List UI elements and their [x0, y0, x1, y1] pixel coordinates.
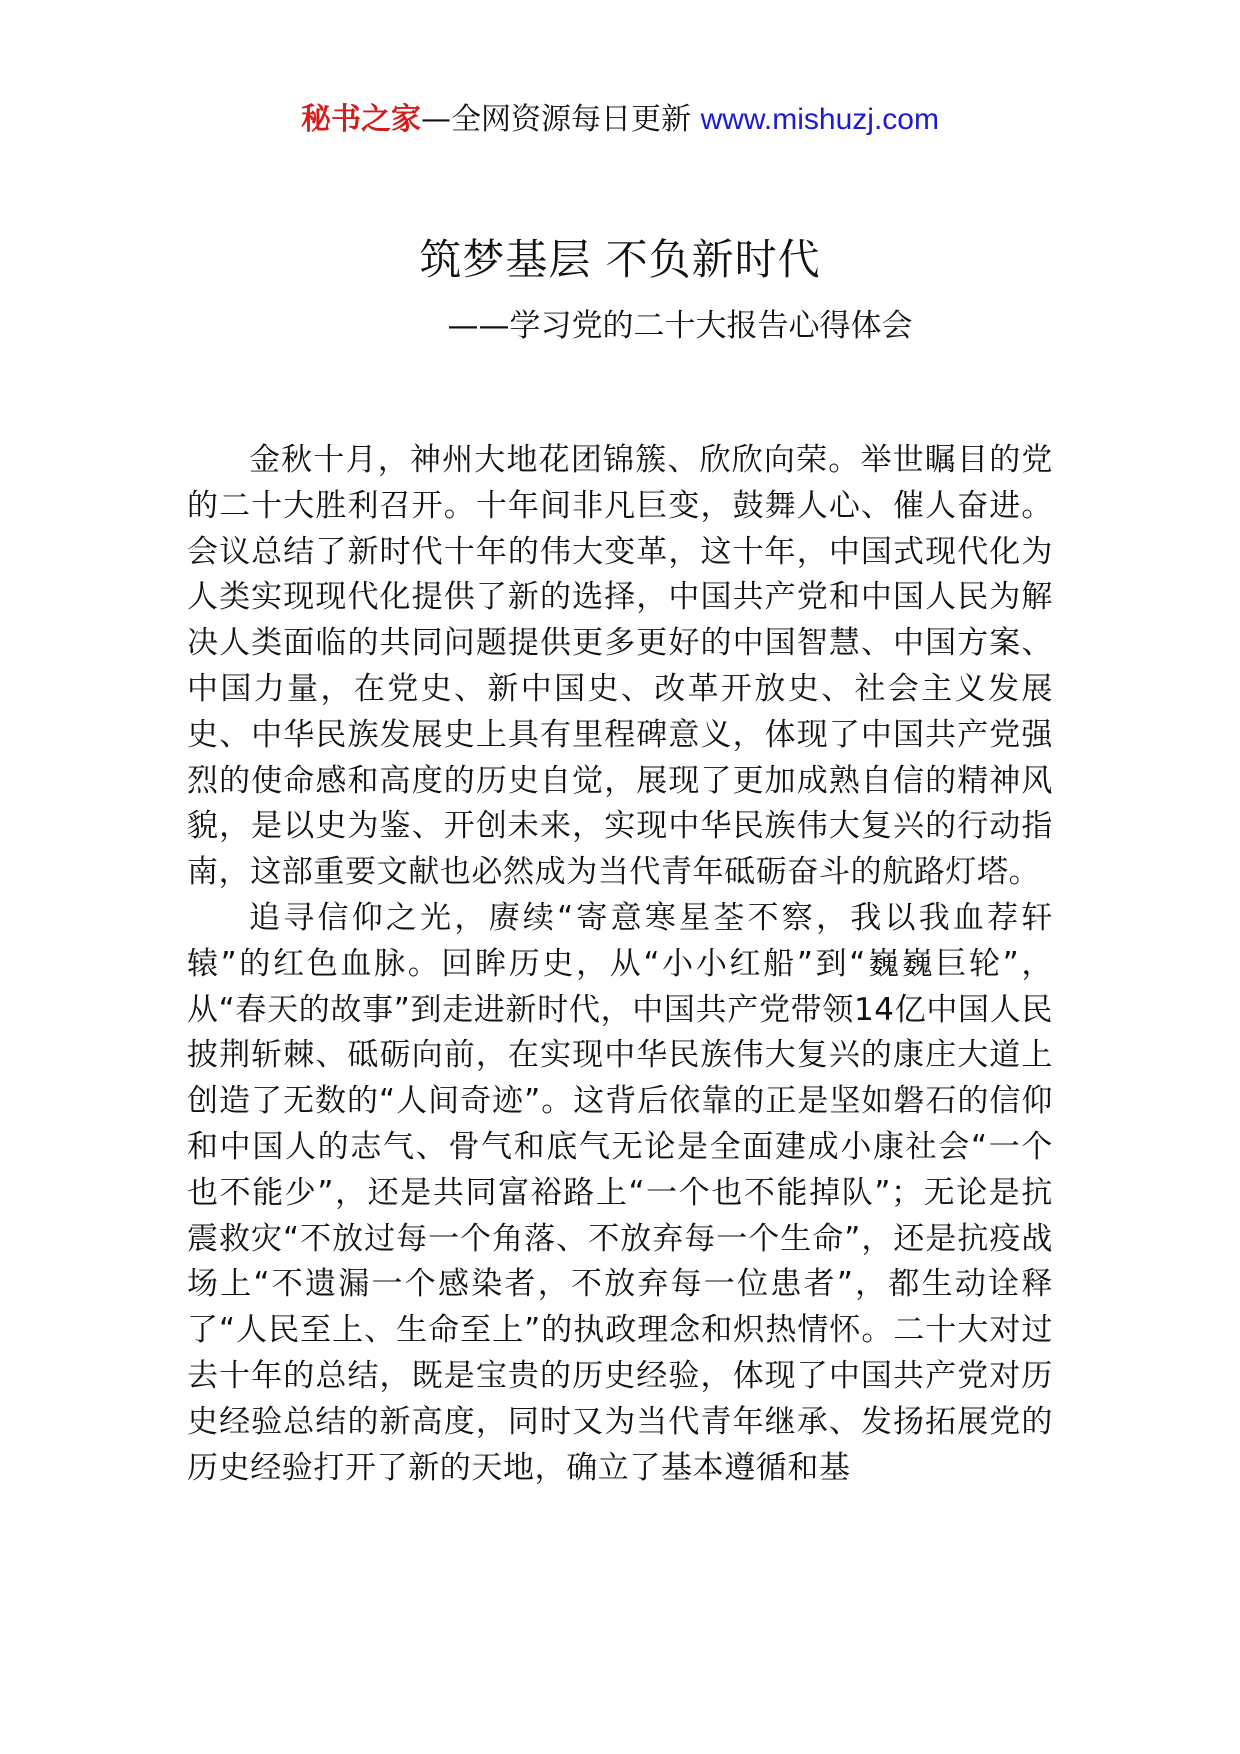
document-body [187, 438, 1053, 1491]
header-banner [0, 100, 1240, 140]
document-title: 筑梦基层 不负新时代 [419, 235, 821, 284]
site-url-link[interactable]: www.mishuzj.com [700, 103, 939, 136]
title-block [0, 232, 1240, 348]
header-slogan: —全网资源每日更新 [421, 102, 701, 137]
document-subtitle: ——学习党的二十大报告心得体会 [447, 308, 913, 344]
body-paragraph-2: 追寻信仰之光，赓续“寄意寒星荃不察，我以我血荐轩辕”的红色血脉。回眸历史，从“小小红船”到“巍巍巨轮”，从“春天的故事”到走进新时代，中国共产党带领14亿中国人民披荆斩棘、砥砺向前，在实现中华民族伟大复兴的康庄大道上创造了无数的“人间奇迹”。这背后依靠的正是坚如磐石的信仰和中国人的志气、骨气和底气无论是全面建成小康社会“一个也不能少”，还是共同富裕路上“一个也不能掉队”；无论是抗震救灾“不放过每一个角落、不放弃每一个生命”，还是抗疫战场上“不遗漏一个感染者，不放弃每一位患者”，都生动诠释了“人民至上、生命至上”的执政理念和炽热情怀。二十大对过去十年的总结，既是宝贵的历史经验，体现了中国共产党对历史经验总结的新高度，同时又为当代青年继承、发扬拓展党的历史经验打开了新的天地，确立了基本遵循和基 [187, 899, 1053, 1486]
brand-name: 秘书之家 [301, 102, 422, 137]
body-paragraph-1: 金秋十月，神州大地花团锦簇、欣欣向荣。举世瞩目的党的二十大胜利召开。十年间非凡巨变，鼓舞人心、催人奋进。会议总结了新时代十年的伟大变革，这十年，中国式现代化为人类实现现代化提供了新的选择，中国共产党和中国人民为解决人类面临的共同问题提供更多更好的中国智慧、中国方案、中国力量，在党史、新中国史、改革开放史、社会主义发展史、中华民族发展史上具有里程碑意义，体现了中国共产党强烈的使命感和高度的历史自觉，展现了更加成熟自信的精神风貌，是以史为鉴、开创未来，实现中华民族伟大复兴的行动指南，这部重要文献也必然成为当代青年砥砺奋斗的航路灯塔。 [187, 442, 1053, 891]
